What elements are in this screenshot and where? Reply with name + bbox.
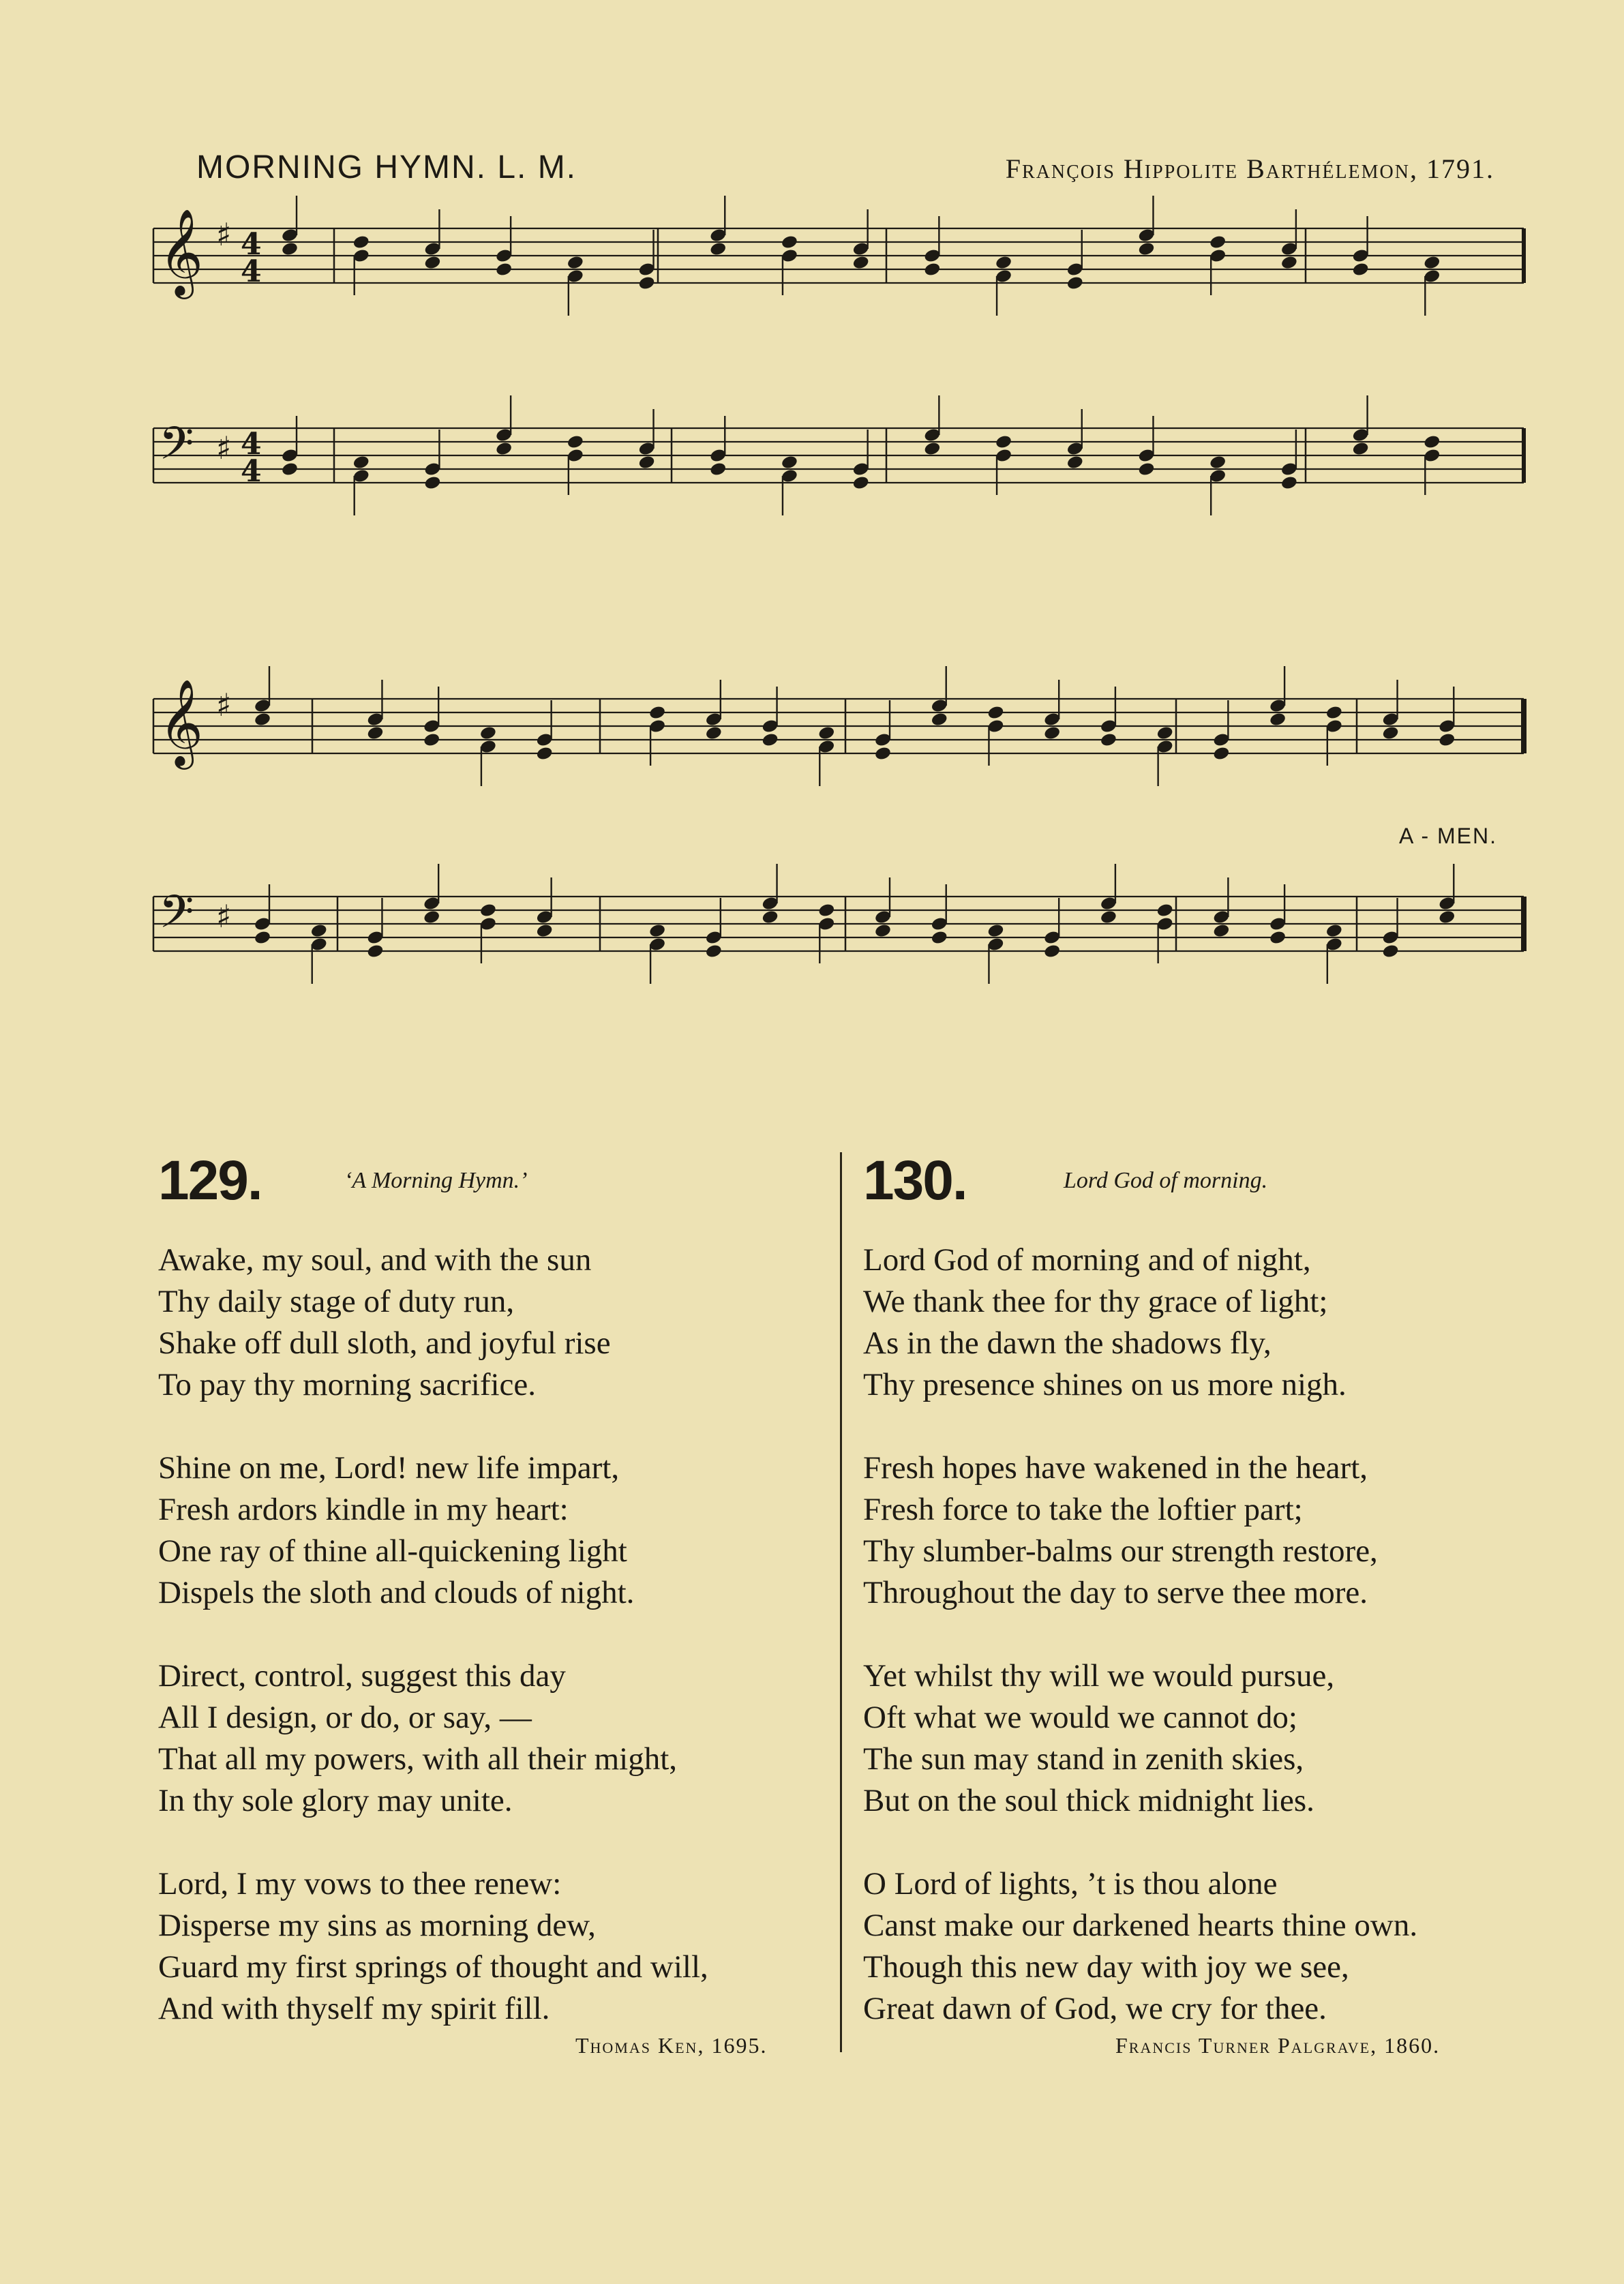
note-head [1066,275,1084,291]
music-score [0,0,1624,1023]
verse-line: Shake off dull sloth, and joyful rise [158,1325,611,1361]
note-head [852,255,870,271]
note-head [637,455,655,470]
note-head [1423,434,1441,450]
note-head [852,475,870,491]
stanza [158,1655,708,1822]
note-head [648,705,666,721]
verse-line: Guard my first springs of thought and will, [158,1949,708,1985]
time-signature-top: 4 [241,427,262,462]
note-head [1423,255,1441,271]
note-head [536,923,554,939]
note-head [254,712,271,727]
sharp-icon: ♯ [216,687,232,723]
note-head [1066,455,1084,470]
column-divider [840,1152,842,2052]
verse-line: Dispels the sloth and clouds of night. [158,1575,635,1610]
verse-line: Throughout the day to serve thee more. [863,1575,1368,1610]
note-head [1381,725,1399,741]
note-head [423,732,440,748]
verse-line: To pay thy morning sacrifice. [158,1367,537,1402]
hymn-number-130: 130. [863,1149,967,1212]
note-head [987,923,1004,939]
verse-line: O Lord of lights, ’t is thou alone [863,1866,1278,1902]
note-head [1137,462,1155,477]
hymn-text-129 [158,1239,708,2071]
note-head [995,434,1012,450]
time-signature-bottom: 4 [241,254,262,289]
note-head [781,235,798,250]
note-head [495,441,513,457]
note-head [874,923,892,939]
verse-line: Fresh hopes have wakened in the heart, [863,1450,1368,1486]
note-head [1269,930,1287,946]
note-head [995,255,1012,271]
note-head [709,462,727,477]
verse-line: Awake, my soul, and with the sun [158,1242,592,1278]
bass-clef-icon: 𝄢 [159,417,194,481]
time-signature-bottom: 4 [241,454,262,489]
verse-line: All I design, or do, or say, — [158,1700,532,1735]
stanza [863,1239,1417,1406]
treble-clef-icon: 𝄞 [159,208,204,295]
verse-line: Fresh force to take the loftier part; [863,1492,1303,1527]
note-head [987,705,1004,721]
note-head [761,732,779,748]
note-head [817,903,835,918]
note-head [1212,746,1230,762]
verse-line: Direct, control, suggest this day [158,1658,566,1694]
note-head [1352,441,1370,457]
verse-line: One ray of thine all-quickening light [158,1533,627,1569]
sharp-icon: ♯ [216,898,232,935]
verse-line: But on the soul thick midnight lies. [863,1783,1314,1818]
verse-line: In thy sole glory may unite. [158,1783,513,1818]
time-signature-top: 4 [241,227,262,262]
note-head [281,462,299,477]
amen-lyric: A - MEN. [1399,824,1498,848]
note-head [781,455,798,470]
verse-line: And with thyself my spirit fill. [158,1991,550,2026]
note-head [1269,712,1287,727]
note-head [495,262,513,277]
note-head [923,441,941,457]
note-head [479,903,497,918]
note-head [423,910,440,925]
note-head [705,944,723,959]
note-head [648,923,666,939]
note-head [1209,455,1227,470]
note-head [281,241,299,257]
stanza [158,1447,708,1614]
hymn-author-130: Francis Turner Palgrave, 1860. [1115,2033,1441,2058]
verse-line: Disperse my sins as morning dew, [158,1908,596,1943]
verse-line: Fresh ardors kindle in my heart: [158,1492,569,1527]
note-head [479,725,497,741]
note-head [931,930,948,946]
note-head [1438,910,1456,925]
verse-line: Lord, I my vows to thee renew: [158,1866,562,1902]
note-head [366,725,384,741]
verse-line: We thank thee for thy grace of light; [863,1284,1328,1319]
verse-line: That all my powers, with all their might, [158,1741,677,1777]
verse-line: Thy presence shines on us more nigh. [863,1367,1347,1402]
treble-clef-icon: 𝄞 [159,678,204,766]
note-head [1100,910,1117,925]
verse-line: The sun may stand in zenith skies, [863,1741,1304,1777]
verse-line: As in the dawn the shadows fly, [863,1325,1272,1361]
note-head [254,930,271,946]
note-head [1352,262,1370,277]
stanza [863,1655,1417,1822]
sharp-icon: ♯ [216,216,232,253]
tune-composer: François Hippolite Barthélemon, 1791. [1005,153,1494,184]
note-head [1043,944,1061,959]
stanza [158,1863,708,2030]
note-head [761,910,779,925]
verse-line: Oft what we would we cannot do; [863,1700,1297,1735]
verse-line: Thy slumber-balms our strength restore, [863,1533,1378,1569]
note-head [705,725,723,741]
note-head [1137,241,1155,257]
note-head [352,235,370,250]
note-head [1156,725,1174,741]
note-head [874,746,892,762]
hymn-author-129: Thomas Ken, 1695. [575,2033,768,2058]
note-head [310,923,328,939]
verse-line: Thy daily stage of duty run, [158,1284,515,1319]
note-head [1381,944,1399,959]
note-head [1280,475,1298,491]
note-head [423,255,441,271]
note-head [1280,255,1298,271]
note-head [637,275,655,291]
bass-clef-icon: 𝄢 [159,886,194,949]
note-head [931,712,948,727]
note-head [1100,732,1117,748]
verse-line: Yet whilst thy will we would pursue, [863,1658,1335,1694]
stanza [863,1447,1417,1614]
note-head [567,434,584,450]
note-head [536,746,554,762]
hymn-title-130: Lord God of morning. [1064,1168,1268,1193]
sharp-icon: ♯ [216,430,232,466]
verse-line: Great dawn of God, we cry for thee. [863,1991,1327,2026]
stanza [863,1863,1417,2030]
note-head [423,475,441,491]
stanza [158,1239,708,1406]
note-head [1156,903,1174,918]
note-head [1438,732,1456,748]
note-head [352,455,370,470]
note-head [1325,705,1343,721]
note-head [1043,725,1061,741]
note-head [817,725,835,741]
verse-line: Canst make our darkened hearts thine own. [863,1908,1418,1943]
verse-line: Though this new day with joy we see, [863,1949,1349,1985]
note-head [709,241,727,257]
hymn-title-129: ‘A Morning Hymn.’ [344,1168,528,1193]
note-head [567,255,584,271]
verse-line: Shine on me, Lord! new life impart, [158,1450,620,1486]
verse-line: Lord God of morning and of night, [863,1242,1311,1278]
tune-title: MORNING HYMN. L. M. [196,149,577,185]
note-head [1209,235,1227,250]
note-head [1212,923,1230,939]
note-head [923,262,941,277]
note-head [366,944,384,959]
hymn-text-130 [863,1239,1417,2071]
note-head [1325,923,1343,939]
hymn-number-129: 129. [158,1149,262,1212]
